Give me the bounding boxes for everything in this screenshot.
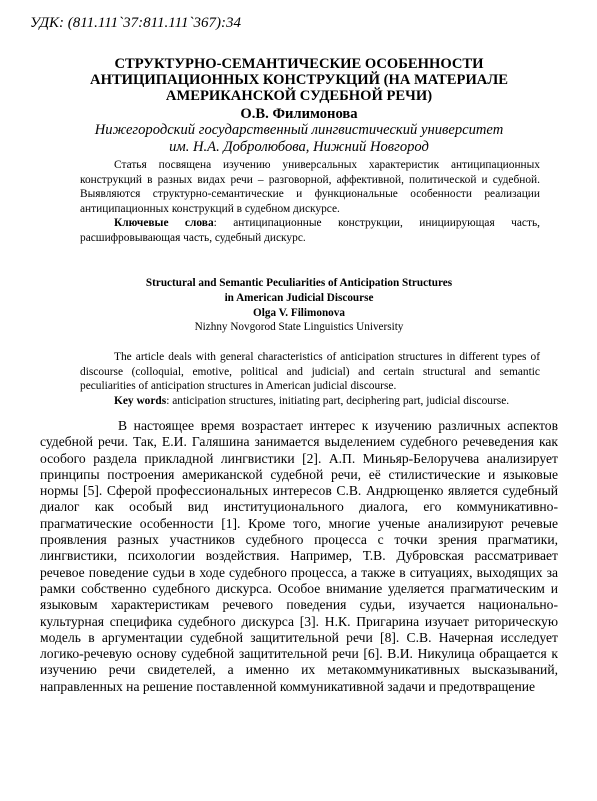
article-title-en — [60, 276, 538, 322]
keywords-en — [80, 394, 540, 409]
abstract-ru-text: Статья посвящена изучению универсальных характеристик антиципационных конструкций в разных видах речи – разговорной, аффективной, политической и судебной. Выявляются структурно-семантические и функциональные особенности реализации антиципационных конструкций в судебном дискурсе. — [80, 159, 540, 215]
article-title-en-line2: in American Judicial Discourse — [224, 292, 374, 305]
udk-code: УДК: (811.111`37:811.111`367):34 — [30, 15, 242, 31]
keywords-ru-label: Ключевые слова — [114, 217, 214, 230]
affiliation-en: Nizhny Novgorod State Linguistics University — [194, 321, 404, 333]
affiliation-ru-line1: Нижегородский государственный лингвистический университет — [94, 122, 504, 138]
abstract-en-text: The article deals with general characteristics of anticipation structures in different types of discourse (colloquial, emotive, political and judicial) and certain structural and semantic peculiarities of anticipation structures in American judicial discourse. — [80, 351, 540, 393]
author-name-en: Olga V. Filimonova — [253, 307, 345, 320]
keywords-ru — [80, 216, 540, 245]
abstract-en — [80, 350, 540, 408]
body-paragraph: В настоящее время возрастает интерес к изучению различных аспектов судебной речи. Так, Е.И. Галяшина занимается выделением судебного речеведения как особого раздела прикладной лингвистики [2]. А.П. Миньяр-Белоручева анализирует принципы построения американской судебной речи, её стилистические и языковые нормы [5]. Сферой профессиональных интересов С.В. Андрющенко является судебный диалог как особый вид институционального диалога, его коммуникативно-прагматические особенности [1]. Кроме того, многие ученые анализируют речевые проявления разных участников судебного процесса с точки зрения прагматики, лингвистики, психологии воздействия. Например, Т.В. Дубровская рассматривает речевое поведение судьи в ходе судебного процесса, а также в ситуациях, выходящих за рамки собственно судебного дискурса. Особое внимание уделяется прагматическим и языковым характеристикам речевого поведения судьи, изучается национально-культурная специфика судебного дискурса [3]. Н.К. Пригарина изучает риторическую модель в аргументации судебной защитительной речи [8]. С.В. Начерная исследует логико-речевую основу судебной защитительной речи [6]. В.И. Никулица обращается к изучению речи свидетелей, а именно их метакоммуникативных высказываний, направленных на решение поставленной коммуникативной задачи и предотвращение — [40, 418, 558, 694]
article-body — [40, 418, 558, 695]
keywords-en-label: Key words — [114, 394, 167, 407]
keywords-ru-text: : антиципационные конструкции, инициирующая часть, расшифровывающая часть, судебный дискурс. — [80, 217, 540, 244]
keywords-en-text: : anticipation structures, initiating part, deciphering part, judicial discourse. — [166, 394, 510, 407]
author-name-ru: О.В. Филимонова — [240, 106, 358, 122]
affiliation-ru-line2: им. Н.А. Добролюбова, Нижний Новгород — [169, 139, 429, 155]
affiliation-ru — [40, 122, 558, 156]
article-title-en-line1: Structural and Semantic Peculiarities of Anticipation Structures — [145, 277, 453, 289]
abstract-ru — [80, 158, 540, 246]
article-title-ru: СТРУКТУРНО-СЕМАНТИЧЕСКИЕ ОСОБЕННОСТИ АНТИЦИПАЦИОННЫХ КОНСТРУКЦИЙ (НА МАТЕРИАЛЕ АМЕРИКАНСКОЙ СУДЕБНОЙ РЕЧИ) — [90, 56, 508, 104]
